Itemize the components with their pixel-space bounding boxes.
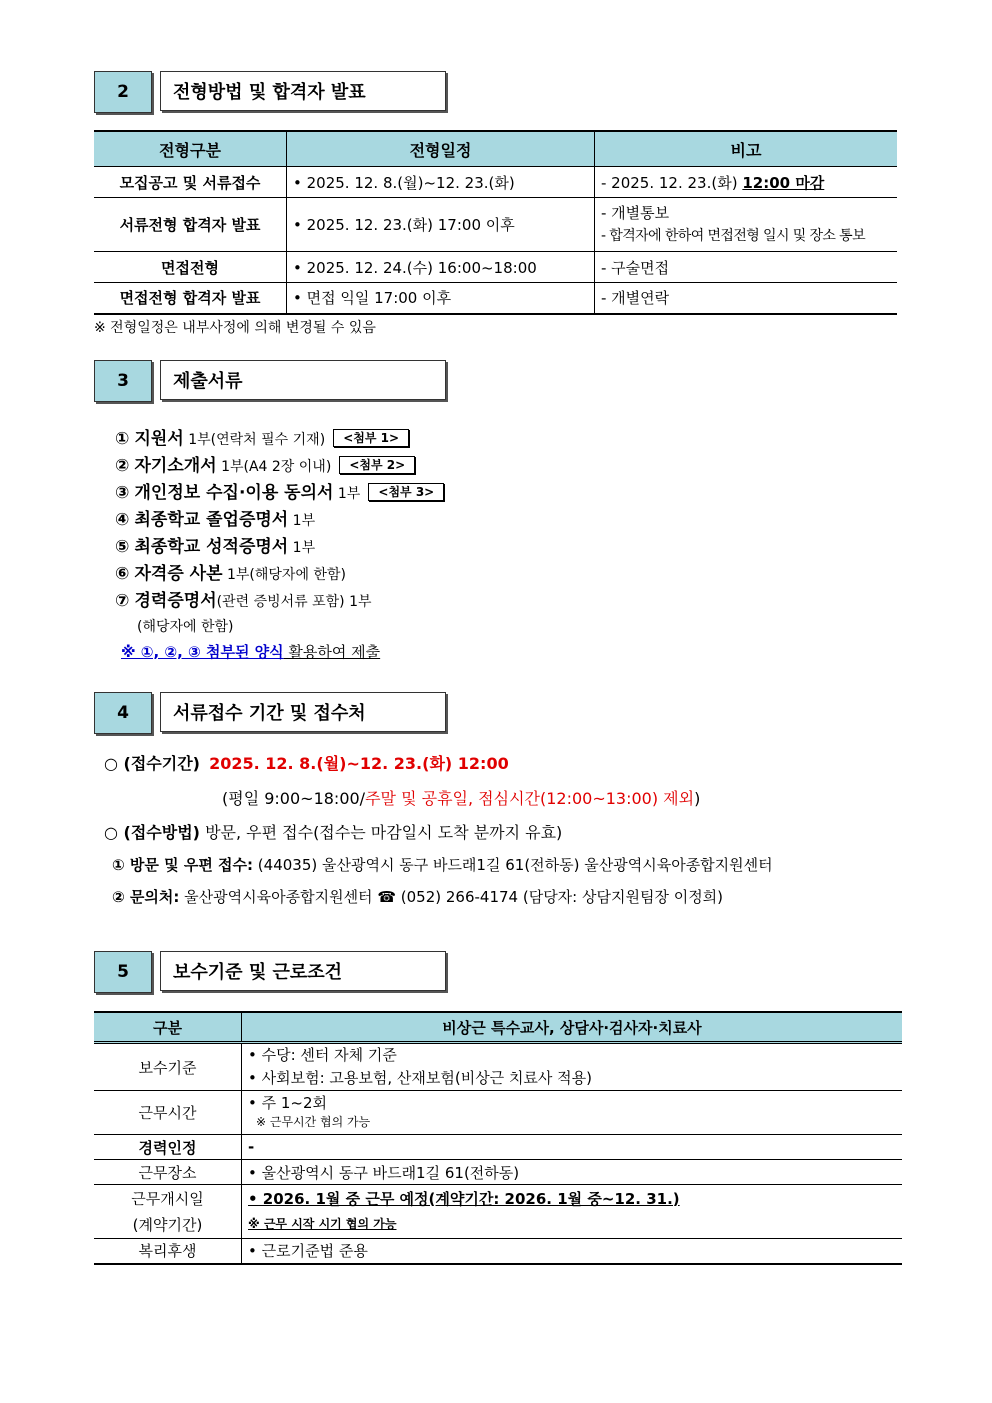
compensation-table [94, 1011, 902, 1265]
cell-line: • 수당: 센터 자체 기준 [248, 1046, 397, 1064]
item-name: 자격증 사본 [134, 564, 223, 584]
address-value: (44035) 울산광역시 동구 바드래1길 61(전하동) 울산광역시육아종합지원센터 [253, 856, 773, 874]
attachment-badge: <첨부 2> [339, 456, 415, 474]
cell-line: (계약기간) [132, 1215, 203, 1234]
list-item [115, 426, 444, 453]
cell-line: • 2026. 1월 중 근무 예정(계약기간: 2026. 1월 중~12. 31.) [248, 1189, 680, 1208]
item-name: 자기소개서 [134, 456, 217, 476]
table-row [94, 1135, 902, 1160]
table-cell [242, 1185, 903, 1239]
table-row [94, 198, 897, 252]
attachment-note [115, 640, 444, 665]
table-cell: 경력인정 [94, 1135, 242, 1160]
list-item [115, 480, 444, 507]
section-title: 보수기준 및 근로조건 [160, 951, 446, 991]
item-number: ④ [115, 510, 130, 530]
item-number: ② [115, 456, 130, 476]
cell-line: • 사회보험: 고용보험, 산재보험(비상근 치료사 적용) [248, 1069, 593, 1087]
section-title: 제출서류 [160, 360, 446, 400]
cell-line: 근무개시일 [131, 1189, 204, 1208]
item-detail: 1부(해당자에 한함) [222, 567, 346, 583]
field-label: ○ (접수방법) [104, 823, 200, 842]
table-row [94, 167, 897, 198]
table-cell [595, 167, 898, 198]
item-number: ③ [115, 483, 130, 503]
cell-note: ※ 근무 시작 시기 협의 가능 [248, 1216, 397, 1231]
table-cell: 근무장소 [94, 1160, 242, 1185]
table-header: 비상근 특수교사, 상담사·검사자·치료사 [242, 1012, 903, 1043]
method-value: 방문, 우편 접수(접수는 마감일시 도착 분까지 유효) [199, 823, 563, 842]
note-text: - 개별통보 [601, 203, 670, 222]
table-row [94, 1185, 902, 1239]
table-cell: - 개별연락 [595, 283, 898, 314]
table-cell: 보수기준 [94, 1043, 242, 1091]
section-title: 서류접수 기간 및 접수처 [160, 692, 446, 732]
list-item [115, 588, 444, 615]
section-number: 5 [94, 951, 152, 993]
table-cell: - [242, 1135, 903, 1160]
table-cell: 서류전형 합격자 발표 [94, 198, 287, 252]
hours-text: ) [694, 789, 701, 808]
list-item [115, 561, 444, 588]
item-detail: 1부 [288, 540, 316, 556]
item-continuation: (해당자에 한함) [137, 619, 234, 635]
table-cell [595, 198, 898, 252]
item-number: ⑦ [115, 591, 130, 611]
item-number: ① [115, 429, 130, 449]
list-item [115, 534, 444, 561]
list-item [115, 453, 444, 480]
item-number: ⑤ [115, 537, 130, 557]
period-value: 2025. 12. 8.(월)~12. 23.(화) 12:00 [209, 754, 509, 773]
note-text: - 합격자에 한하여 면접전형 일시 및 장소 통보 [601, 227, 866, 244]
application-period [104, 751, 509, 774]
selection-schedule-table [94, 130, 897, 315]
table-row [94, 1091, 902, 1135]
table-header-row [94, 1012, 902, 1043]
note-highlight: ※ ①, ②, ③ 첨부된 양식 [121, 643, 284, 661]
deadline-text: 12:00 마감 [742, 173, 825, 192]
section-number: 2 [94, 71, 152, 113]
section-number: 3 [94, 360, 152, 402]
cell-note: ※ 근무시간 협의 가능 [256, 1114, 371, 1129]
table-row [94, 1043, 902, 1091]
hours-text: (평일 9:00~18:00/ [222, 789, 366, 808]
note-text: 활용하여 제출 [283, 643, 381, 661]
table-header: 비고 [595, 131, 898, 167]
contact-value: 울산광역시육아종합지원센터 ☎ (052) 266-4174 (담당자: 상담지원팀장 이정희) [179, 888, 724, 906]
table-cell: 모집공고 및 서류접수 [94, 167, 287, 198]
item-detail: 1부 [288, 513, 316, 529]
item-name: 최종학교 졸업증명서 [134, 510, 289, 530]
cell-line: • 주 1~2회 [248, 1093, 328, 1112]
contact-line [112, 886, 723, 907]
item-detail: (관련 증빙서류 포함) 1부 [216, 594, 372, 610]
item-number: ⑥ [115, 564, 130, 584]
table-cell: 면접전형 [94, 252, 287, 283]
document-list [115, 426, 444, 665]
item-name: 지원서 [134, 429, 184, 449]
field-label: ① 방문 및 우편 접수: [112, 856, 254, 874]
table-cell [242, 1091, 903, 1135]
item-detail: 1부 [333, 486, 361, 502]
table-cell: 복리후생 [94, 1239, 242, 1264]
table-cell: • 울산광역시 동구 바드래1길 61(전하동) [242, 1160, 903, 1185]
schedule-note: ※ 전형일정은 내부사정에 의해 변경될 수 있음 [94, 320, 376, 336]
table-cell: • 2025. 12. 8.(월)~12. 23.(화) [287, 167, 595, 198]
item-detail: 1부(연락처 필수 기재) [183, 432, 326, 448]
table-header: 전형구분 [94, 131, 287, 167]
table-cell [94, 1185, 242, 1239]
table-row [94, 1160, 902, 1185]
attachment-badge: <첨부 1> [333, 429, 409, 447]
table-cell: - 구술면접 [595, 252, 898, 283]
table-header: 구분 [94, 1012, 242, 1043]
item-name: 경력증명서 [134, 591, 217, 611]
field-label: ○ (접수기간) [104, 754, 200, 773]
section-number: 4 [94, 692, 152, 734]
table-cell [242, 1043, 903, 1091]
application-method [104, 820, 562, 843]
item-detail: 1부(A4 2장 이내) [216, 459, 332, 475]
table-cell: 면접전형 합격자 발표 [94, 283, 287, 314]
item-name: 최종학교 성적증명서 [134, 537, 289, 557]
table-header-row [94, 131, 897, 167]
list-item [115, 507, 444, 534]
attachment-badge: <첨부 3> [368, 483, 444, 501]
table-cell: • 근로기준법 준용 [242, 1239, 903, 1264]
table-cell: • 면접 익일 17:00 이후 [287, 283, 595, 314]
field-label: ② 문의처: [112, 888, 180, 906]
table-header: 전형일정 [287, 131, 595, 167]
section-title: 전형방법 및 합격자 발표 [160, 71, 446, 111]
table-row [94, 283, 897, 314]
item-name: 개인정보 수집·이용 동의서 [134, 483, 334, 503]
hours-exclusion: 주말 및 공휴일, 점심시간(12:00~13:00) 제외 [365, 789, 695, 808]
note-text: - 2025. 12. 23.(화) [601, 173, 743, 192]
table-cell: • 2025. 12. 23.(화) 17:00 이후 [287, 198, 595, 252]
table-cell: • 2025. 12. 24.(수) 16:00~18:00 [287, 252, 595, 283]
table-row [94, 1239, 902, 1264]
address-line [112, 854, 773, 875]
table-cell: 근무시간 [94, 1091, 242, 1135]
table-row [94, 252, 897, 283]
reception-hours [222, 786, 700, 809]
